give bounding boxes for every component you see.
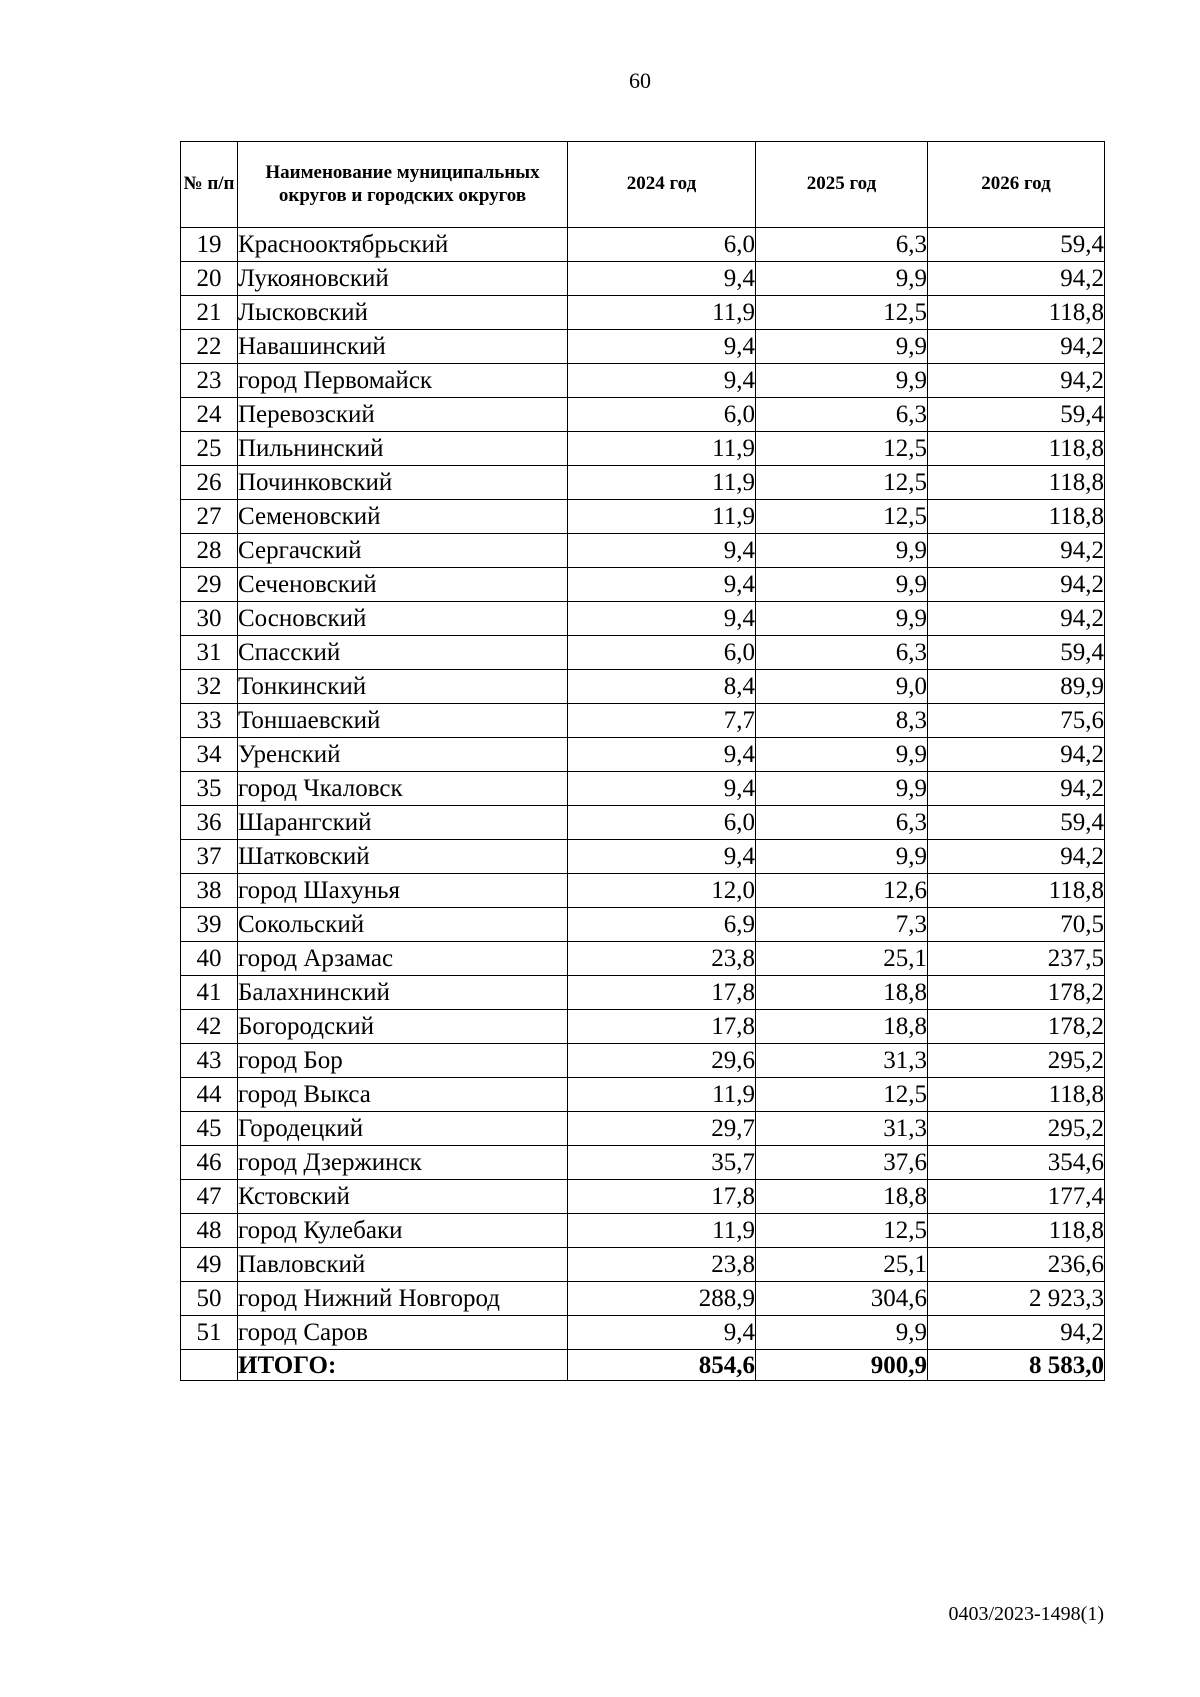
value-2025: 9,9 <box>756 602 928 636</box>
table-row <box>181 1112 1105 1146</box>
total-2024: 854,6 <box>568 1350 756 1381</box>
value-2024: 29,6 <box>568 1044 756 1078</box>
value-2025: 12,5 <box>756 296 928 330</box>
value-2024: 9,4 <box>568 534 756 568</box>
header-2026: 2026 год <box>928 142 1105 228</box>
value-2025: 9,9 <box>756 364 928 398</box>
total-2026: 8 583,0 <box>928 1350 1105 1381</box>
table-row <box>181 942 1105 976</box>
value-2024: 11,9 <box>568 432 756 466</box>
district-name: Павловский <box>238 1248 568 1282</box>
header-num: № п/п <box>181 142 238 228</box>
value-2026: 118,8 <box>928 432 1105 466</box>
row-number: 21 <box>181 296 238 330</box>
district-name: Сергачский <box>238 534 568 568</box>
value-2024: 6,0 <box>568 228 756 262</box>
value-2026: 94,2 <box>928 330 1105 364</box>
value-2026: 177,4 <box>928 1180 1105 1214</box>
row-number: 40 <box>181 942 238 976</box>
value-2024: 11,9 <box>568 1078 756 1112</box>
total-label: ИТОГО: <box>238 1350 568 1381</box>
value-2025: 18,8 <box>756 1010 928 1044</box>
table-row <box>181 466 1105 500</box>
value-2025: 9,9 <box>756 772 928 806</box>
header-name: Наименование муниципальных округов и городских округов <box>238 142 568 228</box>
value-2026: 295,2 <box>928 1112 1105 1146</box>
value-2024: 6,0 <box>568 636 756 670</box>
district-name: Спасский <box>238 636 568 670</box>
district-name: Сосновский <box>238 602 568 636</box>
table-row <box>181 908 1105 942</box>
value-2025: 12,6 <box>756 874 928 908</box>
value-2025: 12,5 <box>756 1078 928 1112</box>
district-name: город Чкаловск <box>238 772 568 806</box>
value-2026: 94,2 <box>928 738 1105 772</box>
value-2026: 94,2 <box>928 364 1105 398</box>
table-row <box>181 228 1105 262</box>
total-row <box>181 1350 1105 1381</box>
table-row <box>181 704 1105 738</box>
row-number: 34 <box>181 738 238 772</box>
row-number: 30 <box>181 602 238 636</box>
value-2025: 12,5 <box>756 500 928 534</box>
value-2025: 6,3 <box>756 228 928 262</box>
value-2024: 11,9 <box>568 466 756 500</box>
value-2024: 6,0 <box>568 398 756 432</box>
row-number: 28 <box>181 534 238 568</box>
value-2025: 31,3 <box>756 1044 928 1078</box>
table-row <box>181 976 1105 1010</box>
row-number: 31 <box>181 636 238 670</box>
district-name: Лысковский <box>238 296 568 330</box>
value-2026: 94,2 <box>928 1316 1105 1350</box>
row-number: 24 <box>181 398 238 432</box>
table-row <box>181 262 1105 296</box>
row-number: 22 <box>181 330 238 364</box>
value-2026: 236,6 <box>928 1248 1105 1282</box>
district-name: Починковский <box>238 466 568 500</box>
row-number: 26 <box>181 466 238 500</box>
value-2024: 11,9 <box>568 296 756 330</box>
header-2025: 2025 год <box>756 142 928 228</box>
value-2025: 9,9 <box>756 840 928 874</box>
table-row <box>181 1044 1105 1078</box>
row-number: 48 <box>181 1214 238 1248</box>
page-number: 60 <box>629 68 651 93</box>
value-2024: 17,8 <box>568 976 756 1010</box>
value-2024: 23,8 <box>568 942 756 976</box>
table-row <box>181 568 1105 602</box>
value-2024: 9,4 <box>568 602 756 636</box>
value-2024: 17,8 <box>568 1010 756 1044</box>
row-number: 50 <box>181 1282 238 1316</box>
value-2025: 6,3 <box>756 636 928 670</box>
value-2025: 9,9 <box>756 568 928 602</box>
value-2024: 12,0 <box>568 874 756 908</box>
row-number: 46 <box>181 1146 238 1180</box>
header-2024: 2024 год <box>568 142 756 228</box>
row-number: 38 <box>181 874 238 908</box>
value-2024: 9,4 <box>568 364 756 398</box>
table-row <box>181 636 1105 670</box>
district-name: город Саров <box>238 1316 568 1350</box>
table-row <box>181 364 1105 398</box>
value-2026: 89,9 <box>928 670 1105 704</box>
value-2025: 31,3 <box>756 1112 928 1146</box>
district-name: Балахнинский <box>238 976 568 1010</box>
row-number: 37 <box>181 840 238 874</box>
table-row <box>181 670 1105 704</box>
table-row <box>181 1282 1105 1316</box>
row-number: 25 <box>181 432 238 466</box>
district-name: Кстовский <box>238 1180 568 1214</box>
row-number: 23 <box>181 364 238 398</box>
value-2026: 94,2 <box>928 534 1105 568</box>
value-2025: 12,5 <box>756 466 928 500</box>
row-number: 36 <box>181 806 238 840</box>
row-number: 35 <box>181 772 238 806</box>
table-row <box>181 534 1105 568</box>
value-2026: 354,6 <box>928 1146 1105 1180</box>
district-name: Пильнинский <box>238 432 568 466</box>
value-2025: 9,9 <box>756 534 928 568</box>
value-2025: 9,9 <box>756 1316 928 1350</box>
row-number: 27 <box>181 500 238 534</box>
value-2025: 304,6 <box>756 1282 928 1316</box>
value-2026: 59,4 <box>928 228 1105 262</box>
row-number: 29 <box>181 568 238 602</box>
value-2026: 94,2 <box>928 568 1105 602</box>
table-row <box>181 602 1105 636</box>
district-name: город Нижний Новгород <box>238 1282 568 1316</box>
value-2024: 29,7 <box>568 1112 756 1146</box>
district-name: Краснооктябрьский <box>238 228 568 262</box>
district-name: Уренский <box>238 738 568 772</box>
value-2024: 9,4 <box>568 568 756 602</box>
value-2024: 11,9 <box>568 1214 756 1248</box>
value-2025: 9,9 <box>756 262 928 296</box>
value-2026: 94,2 <box>928 262 1105 296</box>
value-2026: 118,8 <box>928 296 1105 330</box>
value-2025: 7,3 <box>756 908 928 942</box>
district-name: город Выкса <box>238 1078 568 1112</box>
row-number: 41 <box>181 976 238 1010</box>
value-2026: 118,8 <box>928 874 1105 908</box>
total-2025: 900,9 <box>756 1350 928 1381</box>
value-2024: 9,4 <box>568 262 756 296</box>
district-name: город Дзержинск <box>238 1146 568 1180</box>
district-name: Городецкий <box>238 1112 568 1146</box>
value-2026: 2 923,3 <box>928 1282 1105 1316</box>
value-2024: 17,8 <box>568 1180 756 1214</box>
district-name: Лукояновский <box>238 262 568 296</box>
value-2024: 6,9 <box>568 908 756 942</box>
document-code: 0403/2023-1498(1) <box>948 1603 1104 1625</box>
row-number: 42 <box>181 1010 238 1044</box>
district-name: Сеченовский <box>238 568 568 602</box>
value-2024: 8,4 <box>568 670 756 704</box>
district-name: город Кулебаки <box>238 1214 568 1248</box>
value-2026: 295,2 <box>928 1044 1105 1078</box>
value-2024: 9,4 <box>568 738 756 772</box>
row-number: 43 <box>181 1044 238 1078</box>
value-2026: 178,2 <box>928 1010 1105 1044</box>
table-row <box>181 1078 1105 1112</box>
row-number: 19 <box>181 228 238 262</box>
value-2025: 6,3 <box>756 806 928 840</box>
value-2026: 178,2 <box>928 976 1105 1010</box>
table-row <box>181 840 1105 874</box>
value-2026: 59,4 <box>928 636 1105 670</box>
table-row <box>181 874 1105 908</box>
table-row <box>181 432 1105 466</box>
row-number: 47 <box>181 1180 238 1214</box>
value-2024: 9,4 <box>568 1316 756 1350</box>
district-name: Шарангский <box>238 806 568 840</box>
district-name: город Арзамас <box>238 942 568 976</box>
district-name: город Бор <box>238 1044 568 1078</box>
table-row <box>181 806 1105 840</box>
value-2025: 18,8 <box>756 1180 928 1214</box>
total-num-cell <box>181 1350 238 1381</box>
value-2024: 11,9 <box>568 500 756 534</box>
value-2025: 8,3 <box>756 704 928 738</box>
district-name: Тоншаевский <box>238 704 568 738</box>
value-2024: 9,4 <box>568 840 756 874</box>
table-row <box>181 1146 1105 1180</box>
district-name: Богородский <box>238 1010 568 1044</box>
district-name: Семеновский <box>238 500 568 534</box>
value-2026: 59,4 <box>928 398 1105 432</box>
value-2026: 94,2 <box>928 772 1105 806</box>
table-row <box>181 772 1105 806</box>
table-row <box>181 1010 1105 1044</box>
row-number: 51 <box>181 1316 238 1350</box>
value-2026: 118,8 <box>928 500 1105 534</box>
row-number: 33 <box>181 704 238 738</box>
value-2026: 59,4 <box>928 806 1105 840</box>
value-2026: 118,8 <box>928 466 1105 500</box>
value-2026: 94,2 <box>928 602 1105 636</box>
district-name: город Шахунья <box>238 874 568 908</box>
value-2024: 9,4 <box>568 330 756 364</box>
value-2025: 18,8 <box>756 976 928 1010</box>
district-name: Сокольский <box>238 908 568 942</box>
value-2026: 75,6 <box>928 704 1105 738</box>
value-2024: 23,8 <box>568 1248 756 1282</box>
district-name: Навашинский <box>238 330 568 364</box>
table-row <box>181 398 1105 432</box>
value-2026: 70,5 <box>928 908 1105 942</box>
row-number: 45 <box>181 1112 238 1146</box>
table-row <box>181 1180 1105 1214</box>
value-2024: 288,9 <box>568 1282 756 1316</box>
district-name: город Первомайск <box>238 364 568 398</box>
district-name: Перевозский <box>238 398 568 432</box>
row-number: 44 <box>181 1078 238 1112</box>
value-2024: 6,0 <box>568 806 756 840</box>
value-2025: 6,3 <box>756 398 928 432</box>
value-2025: 12,5 <box>756 432 928 466</box>
value-2024: 9,4 <box>568 772 756 806</box>
value-2025: 9,9 <box>756 738 928 772</box>
value-2024: 35,7 <box>568 1146 756 1180</box>
value-2026: 118,8 <box>928 1214 1105 1248</box>
row-number: 39 <box>181 908 238 942</box>
value-2026: 118,8 <box>928 1078 1105 1112</box>
row-number: 32 <box>181 670 238 704</box>
value-2026: 237,5 <box>928 942 1105 976</box>
district-name: Шатковский <box>238 840 568 874</box>
table-row <box>181 1316 1105 1350</box>
row-number: 20 <box>181 262 238 296</box>
value-2025: 37,6 <box>756 1146 928 1180</box>
table-row <box>181 296 1105 330</box>
row-number: 49 <box>181 1248 238 1282</box>
value-2024: 7,7 <box>568 704 756 738</box>
allocation-table <box>180 141 1105 1381</box>
value-2026: 94,2 <box>928 840 1105 874</box>
value-2025: 9,0 <box>756 670 928 704</box>
table-row <box>181 738 1105 772</box>
district-name: Тонкинский <box>238 670 568 704</box>
table-row <box>181 1214 1105 1248</box>
value-2025: 25,1 <box>756 942 928 976</box>
table-row <box>181 330 1105 364</box>
table-row <box>181 500 1105 534</box>
table-header-row <box>181 142 1105 228</box>
value-2025: 9,9 <box>756 330 928 364</box>
value-2025: 12,5 <box>756 1214 928 1248</box>
table-row <box>181 1248 1105 1282</box>
value-2025: 25,1 <box>756 1248 928 1282</box>
